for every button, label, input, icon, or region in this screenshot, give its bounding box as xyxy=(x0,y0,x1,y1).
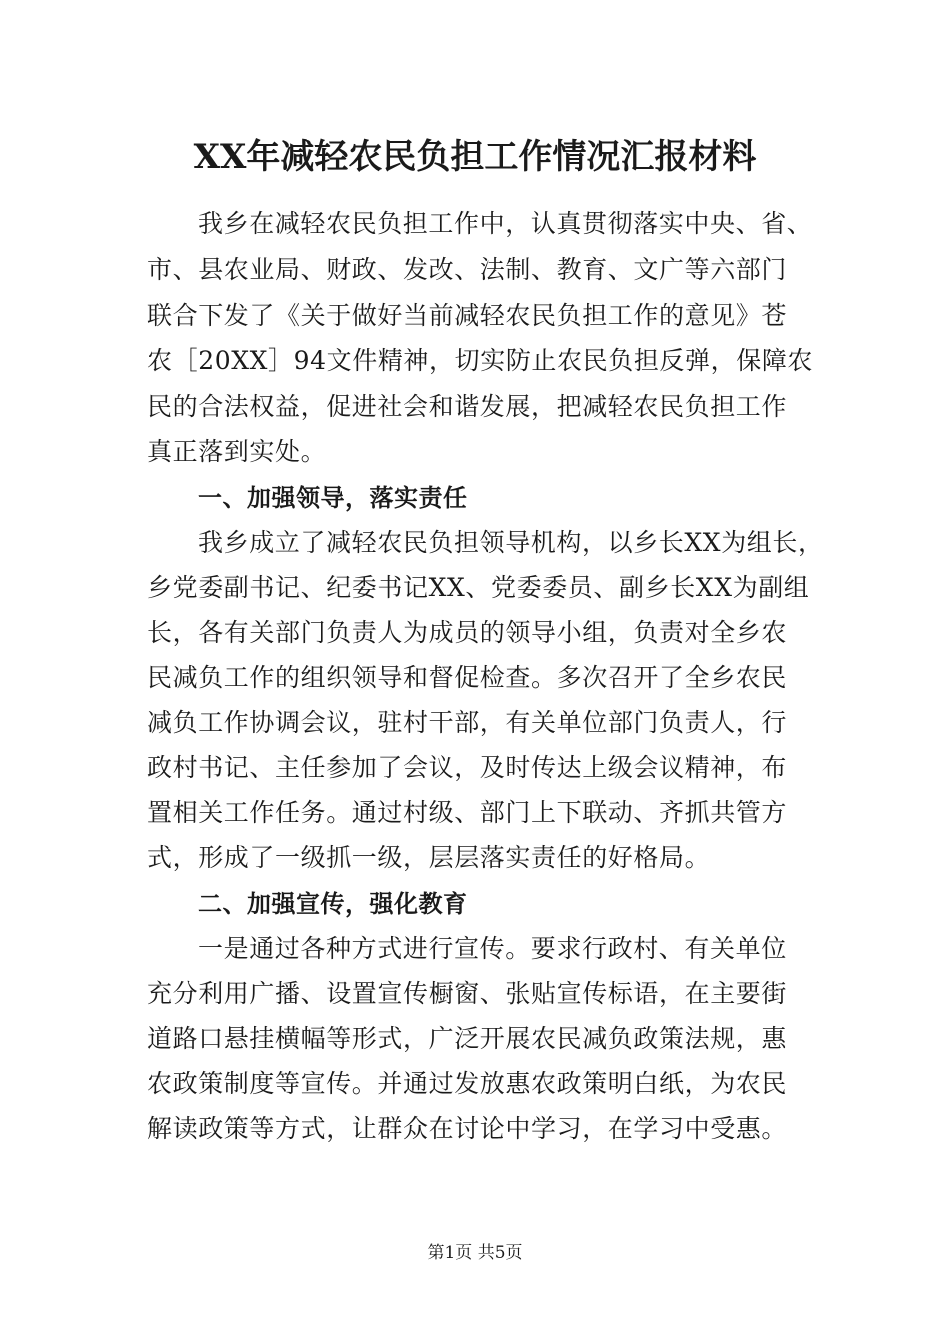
section-heading: 一、加强领导，落实责任 xyxy=(198,484,468,512)
paragraph-line: 减负工作协调会议，驻村干部，有关单位部门负责人，行 xyxy=(147,708,788,737)
paragraph-line: 民的合法权益，促进社会和谐发展，把减轻农民负担工作 xyxy=(147,392,788,421)
paragraph-line: 道路口悬挂横幅等形式，广泛开展农民减负政策法规，惠 xyxy=(147,1024,788,1053)
paragraph-line: 充分利用广播、设置宣传橱窗、张贴宣传标语，在主要街 xyxy=(147,979,788,1008)
paragraph-line: 联合下发了《关于做好当前减轻农民负担工作的意见》苍 xyxy=(147,301,788,330)
paragraph-line: 长，各有关部门负责人为成员的领导小组，负责对全乡农 xyxy=(147,618,788,647)
paragraph-line: 农政策制度等宣传。并通过发放惠农政策明白纸，为农民 xyxy=(147,1069,788,1098)
paragraph-line: 乡党委副书记、纪委书记XX、党委委员、副乡长XX为副组 xyxy=(147,573,810,602)
paragraph-line: 解读政策等方式，让群众在讨论中学习，在学习中受惠。 xyxy=(147,1114,788,1143)
paragraph-line: 置相关工作任务。通过村级、部门上下联动、齐抓共管方 xyxy=(147,798,788,827)
paragraph-line: 政村书记、主任参加了会议，及时传达上级会议精神，布 xyxy=(147,753,788,782)
paragraph-line: 我乡成立了减轻农民负担领导机构，以乡长XX为组长， xyxy=(198,528,824,557)
page-footer: 第1页 共5页 xyxy=(427,1243,523,1263)
paragraph-line: 真正落到实处。 xyxy=(147,437,327,466)
paragraph-line: 我乡在减轻农民负担工作中，认真贯彻落实中央、省、 xyxy=(198,209,813,238)
section-heading: 二、加强宣传，强化教育 xyxy=(198,890,468,918)
paragraph-line: 一是通过各种方式进行宣传。要求行政村、有关单位 xyxy=(198,934,787,963)
paragraph-line: 式，形成了一级抓一级，层层落实责任的好格局。 xyxy=(147,843,711,872)
paragraph-line: 市、县农业局、财政、发改、法制、教育、文广等六部门 xyxy=(147,255,788,284)
paragraph-line: 民减负工作的组织领导和督促检查。多次召开了全乡农民 xyxy=(147,663,788,692)
paragraph-line: 农［20XX］94文件精神，切实防止农民负担反弹，保障农 xyxy=(147,346,814,375)
document-title: XX年减轻农民负担工作情况汇报材料 xyxy=(193,137,757,177)
